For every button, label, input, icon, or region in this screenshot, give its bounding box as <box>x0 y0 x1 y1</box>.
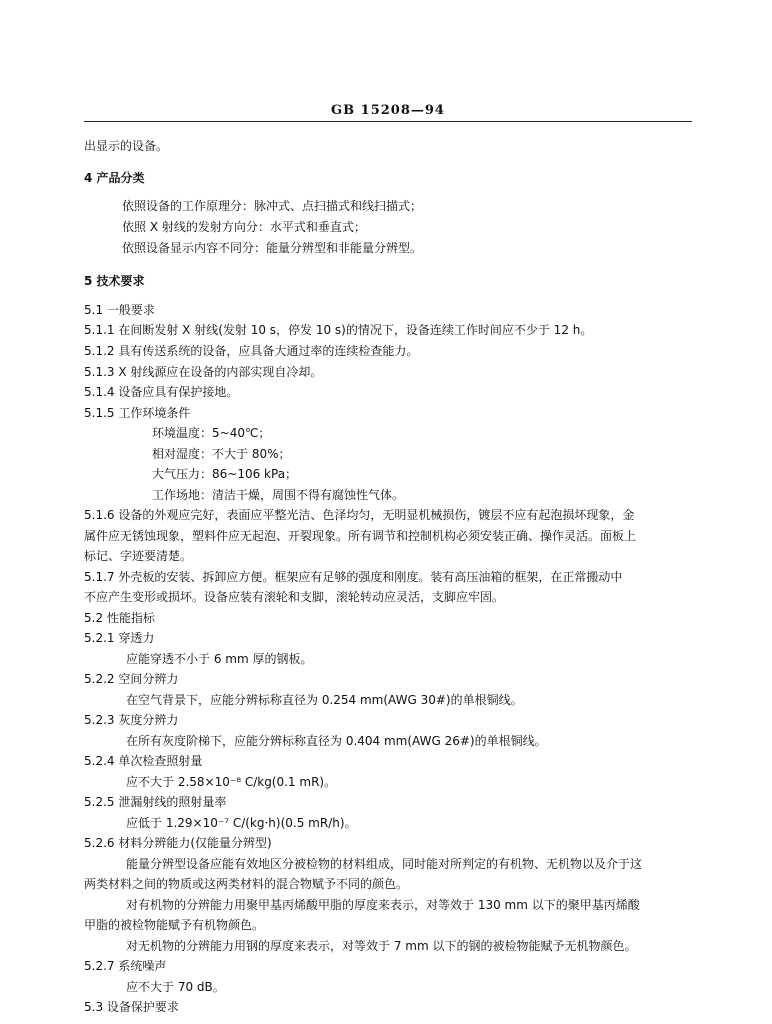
text-line: 对有机物的分辨能力用聚甲基丙烯酸甲脂的厚度来表示，对等效于 130 mm 以下的聚甲基丙烯酸 <box>126 898 640 912</box>
text-line: 5.1.7 外壳板的安装、拆卸应方便。框架应有足够的强度和刚度。装有高压油箱的框架，在正常搬动中 <box>84 570 623 584</box>
text-line: 应不大于 2.58×10⁻⁸ C/kg(0.1 mR)。 <box>126 775 337 789</box>
text-line: 5.2.6 材料分辨能力(仅能量分辨型) <box>84 836 272 850</box>
text-line: 5.2.5 泄漏射线的照射量率 <box>84 795 227 809</box>
text-line: 相对湿度：不大于 80%； <box>152 447 291 461</box>
text-line: 5.1.2 具有传送系统的设备，应具备大通过率的连续检查能力。 <box>84 344 419 358</box>
text-line: 能量分辨型设备应能有效地区分被检物的材料组成，同时能对所判定的有机物、无机物以及介于这 <box>126 857 643 871</box>
text-line: 在所有灰度阶梯下，应能分辨标称直径为 0.404 mm(AWG 26#)的单根铜线。 <box>126 734 547 748</box>
text-line: 应低于 1.29×10⁻⁷ C/(kg·h)(0.5 mR/h)。 <box>126 816 357 830</box>
text-line: 大气压力：86~106 kPa； <box>152 467 298 481</box>
subsection-heading: 5.1 一般要求 <box>84 303 155 317</box>
text-line: 在空气背景下，应能分辨标称直径为 0.254 mm(AWG 30#)的单根铜线。 <box>126 693 523 707</box>
subsection-heading: 5.3 设备保护要求 <box>84 1000 179 1014</box>
text-line: 应能穿透不小于 6 mm 厚的钢板。 <box>126 652 313 666</box>
text-line: 工作场地：清洁干燥，周围不得有腐蚀性气体。 <box>152 488 405 502</box>
text-line: 5.2.1 穿透力 <box>84 631 155 645</box>
text-line: 环境温度：5~40℃； <box>152 426 271 440</box>
text-line: 5.1.3 X 射线源应在设备的内部实现自冷却。 <box>84 365 323 379</box>
section-heading: 5 技术要求 <box>84 274 145 288</box>
text-line: 对无机物的分辨能力用钢的厚度来表示，对等效于 7 mm 以下的钢的被检物能赋予无机物颜色。 <box>126 939 637 953</box>
text-line: 5.1.4 设备应具有保护接地。 <box>84 385 239 399</box>
text-line: 5.2.3 灰度分辨力 <box>84 713 179 727</box>
text-line: 5.1.6 设备的外观应完好，表面应平整光洁、色泽均匀，无明显机械损伤，镀层不应有起泡损坏现象，金 <box>84 508 635 522</box>
text-line: 应不大于 70 dB。 <box>126 980 225 994</box>
text-line: 5.2.7 系统噪声 <box>84 959 167 973</box>
text-line: 5.1.1 在间断发射 X 射线(发射 10 s，停发 10 s)的情况下，设备连续工作时间应不少于 12 h。 <box>84 323 593 337</box>
text-line: 标记、字迹要清楚。 <box>84 549 193 563</box>
text-line: 两类材料之间的物质或这两类材料的混合物赋予不同的颜色。 <box>84 877 409 891</box>
page-header: GB 15208—94 <box>331 103 445 118</box>
text-line: 属件应无锈蚀现象，塑料件应无起泡、开裂现象。所有调节和控制机构必须安装正确、操作灵活。面板上 <box>84 529 637 543</box>
header-rule <box>84 121 692 122</box>
text-line: 5.2.2 空间分辨力 <box>84 672 179 686</box>
text-line: 依照设备显示内容不同分：能量分辨型和非能量分辨型。 <box>122 241 423 255</box>
text-line: 出显示的设备。 <box>84 139 169 153</box>
text-line: 5.2.4 单次检查照射量 <box>84 754 203 768</box>
text-line: 5.1.5 工作环境条件 <box>84 406 191 420</box>
text-line: 依照设备的工作原理分：脉冲式、点扫描式和线扫描式； <box>122 199 423 213</box>
text-line: 不应产生变形或损坏。设备应装有滚轮和支脚，滚轮转动应灵活，支脚应牢固。 <box>84 590 505 604</box>
subsection-heading: 5.2 性能指标 <box>84 611 155 625</box>
text-line: 依照 X 射线的发射方向分：水平式和垂直式； <box>122 220 366 234</box>
text-line: 甲脂的被检物能赋予有机物颜色。 <box>84 918 265 932</box>
section-heading: 4 产品分类 <box>84 171 145 185</box>
